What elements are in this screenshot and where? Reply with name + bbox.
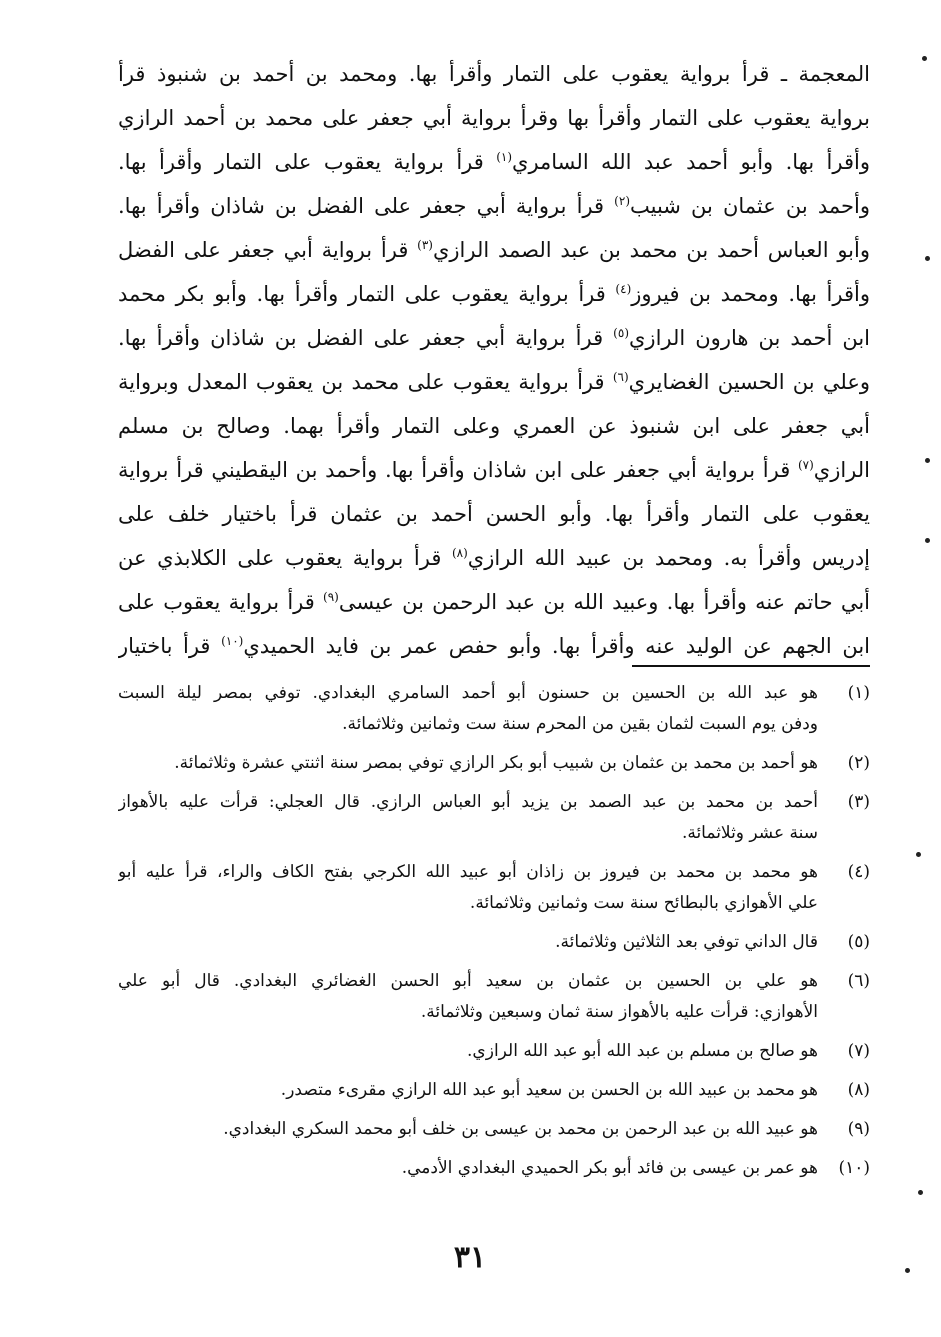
footnote: [118, 857, 870, 919]
text-run: قرأ برواية أبي جعفر على الفضل بن شاذان وأقرأ بها.: [118, 326, 614, 350]
footnote-line: قال الداني توفي بعد الثلاثين وثلاثمائة.: [555, 932, 818, 952]
text-line: [118, 96, 870, 140]
scan-speck: [922, 56, 927, 61]
text-line: [118, 316, 870, 360]
footnote: [118, 1114, 870, 1145]
text-run: يعقوب على التمار وأقرأ بها. وأبو الحسن أحمد بن عثمان قرأ باختيار خلف على: [118, 502, 870, 526]
text-line: [118, 536, 870, 580]
text-line: [118, 140, 870, 184]
text-run: قرأ برواية يعقوب على التمار وأقرأ بها.: [118, 150, 497, 174]
text-run: المعجمة ـ قرأ برواية يعقوب على التمار وأقرأ بها. ومحمد بن أحمد بن شنبوذ قرأ: [118, 62, 870, 86]
scan-speck: [918, 1190, 923, 1195]
text-line: [118, 184, 870, 228]
text-line: [118, 228, 870, 272]
scan-speck: [905, 1268, 910, 1273]
footnote-text: [118, 1075, 818, 1106]
scan-speck: [925, 256, 930, 261]
footnote-number: (٣): [847, 792, 870, 812]
footnote-line: هو أحمد بن محمد بن عثمان بن شبيب أبو بكر الرازي توفي بمصر سنة اثنتي عشرة وثلاثمائة.: [174, 753, 818, 773]
footnote-ref: (٦): [612, 370, 629, 384]
footnote-number: (٩): [847, 1119, 870, 1139]
text-line: [118, 272, 870, 316]
footnote: [118, 927, 870, 958]
text-line: [118, 404, 870, 448]
text-run: قرأ برواية أبي جعفر على ابن شاذان وأقرأ بها. وأحمد بن اليقطيني قرأ برواية: [118, 458, 798, 482]
footnote-line: ودفن يوم السبت لثمان بقين من المحرم سنة ست وثمانين وثلاثمائة.: [342, 714, 818, 734]
footnote-line: أحمد بن محمد بن عبد الصمد بن يزيد أبو العباس الرازي. قال العجلي: قرأت عليه بالأهواز: [118, 792, 818, 812]
footnote-number: (١٠): [838, 1158, 870, 1178]
text-line: [118, 360, 870, 404]
footnote: [118, 748, 870, 779]
footnote-text: [118, 787, 818, 849]
footnote-number: (٤): [847, 862, 870, 882]
text-run: ابن أحمد بن هارون الرازي: [629, 326, 870, 350]
text-run: قرأ برواية يعقوب على: [118, 590, 323, 614]
scan-speck: [925, 458, 930, 463]
footnote-text: [118, 678, 818, 740]
text-run: قرأ برواية أبي جعفر على الفضل: [118, 238, 418, 262]
footnote-line: هو علي بن الحسين بن عثمان بن سعيد أبو الحسن الغضائري البغدادي. قال أبو علي: [118, 971, 818, 991]
text-run: وعلي بن الحسين الغضايري: [628, 370, 870, 394]
footnote-ref: (٧): [797, 458, 814, 472]
text-run: وأقرأ بها. ومحمد بن فيروز: [631, 282, 870, 306]
footnote-number: (٨): [847, 1080, 870, 1100]
text-run: برواية يعقوب على التمار وأقرأ بها وقرأ برواية أبي جعفر على محمد بن أحمد الرازي: [118, 106, 870, 130]
footnote-text: [118, 927, 818, 958]
footnote: [118, 966, 870, 1028]
main-text: [118, 52, 870, 668]
text-run: قرأ باختيار: [118, 634, 222, 658]
footnote-text: [118, 748, 818, 779]
footnote-separator: [632, 665, 870, 667]
text-run: وأقرأ بها. وأبو أحمد عبد الله السامري: [512, 150, 870, 174]
footnote-ref: (٨): [451, 546, 468, 560]
text-run: قرأ برواية يعقوب على الكلابذي عن: [118, 546, 452, 570]
text-run: الرازي: [813, 458, 870, 482]
footnote-ref: (٣): [417, 238, 433, 252]
text-run: وأحمد بن عثمان بن شبيب: [630, 194, 870, 218]
footnote-ref: (١): [496, 150, 513, 164]
footnote: [118, 678, 870, 740]
text-run: قرأ برواية أبي جعفر على الفضل بن شاذان وأقرأ بها.: [118, 194, 615, 218]
footnote-line: هو عبد الله بن الحسين بن حسنون أبو أحمد السامري البغدادي. توفي بمصر ليلة السبت: [118, 683, 818, 703]
footnote-line: هو عبيد الله بن عبد الرحمن بن محمد بن عيسى بن خلف أبو محمد السكري البغدادي.: [223, 1119, 818, 1139]
footnote-ref: (٥): [613, 326, 629, 340]
footnote-ref: (٩): [323, 590, 339, 604]
footnote-number: (١): [847, 683, 870, 703]
scan-speck: [925, 538, 930, 543]
text-run: أبي جعفر على ابن شنبوذ عن العمري وعلى التمار وأقرأ بهما. وصالح بن مسلم: [118, 414, 870, 438]
footnote: [118, 1153, 870, 1184]
scan-speck: [916, 852, 921, 857]
footnotes: [118, 678, 870, 1192]
footnote-line: الأهوازي: قرأت عليه بالأهواز سنة ثمان وسبعين وثلاثمائة.: [420, 1002, 818, 1022]
footnote-text: [118, 966, 818, 1028]
text-line: [118, 448, 870, 492]
text-run: قرأ برواية يعقوب على التمار وأقرأ بها. وأبو بكر محمد: [118, 282, 616, 306]
page-number: ٣١: [453, 1240, 487, 1275]
footnote: [118, 1036, 870, 1067]
text-run: إدريس وأقرأ به. ومحمد بن عبيد الله الرازي: [467, 546, 870, 570]
text-run: وأبو العباس أحمد بن محمد بن عبد الصمد الرازي: [432, 238, 870, 262]
footnote-text: [118, 1036, 818, 1067]
text-line: [118, 580, 870, 624]
text-run: ابن الجهم عن الوليد عنه وأقرأ بها. وأبو حفص عمر بن فايد الحميدي: [243, 634, 870, 658]
text-line: [118, 52, 870, 96]
footnote: [118, 787, 870, 849]
footnote-line: سنة عشر وثلاثمائة.: [681, 823, 818, 843]
footnote-ref: (٤): [615, 282, 632, 296]
footnote-number: (٧): [847, 1041, 870, 1061]
text-line: [118, 492, 870, 536]
footnote-number: (٦): [847, 971, 870, 991]
text-line: [118, 624, 870, 668]
footnote-line: هو صالح بن مسلم بن عبد الله أبو عبد الله الرازي.: [467, 1041, 818, 1061]
footnote-ref: (٢): [614, 194, 630, 208]
footnote-line: هو محمد بن عبيد الله بن الحسن بن سعيد أبو عبد الله الرازي مقرىء متصدر.: [280, 1080, 818, 1100]
footnote-text: [118, 857, 818, 919]
footnote-number: (٥): [847, 932, 870, 952]
footnote-text: [118, 1114, 818, 1145]
footnote-line: هو عمر بن عيسى بن فائد أبو بكر الحميدي البغدادي الأدمي.: [401, 1158, 818, 1178]
footnote-line: علي الأهوازي بالبطائح سنة ست وثمانين وثلاثمائة.: [469, 893, 818, 913]
footnote: [118, 1075, 870, 1106]
footnote-number: (٢): [847, 753, 870, 773]
footnote-text: [118, 1153, 818, 1184]
footnote-ref: (١٠): [221, 634, 244, 648]
text-run: قرأ برواية يعقوب على محمد بن يعقوب المعدل وبرواية: [118, 370, 613, 394]
text-run: أبي حاتم عنه وأقرأ بها. وعبيد الله بن عبد الرحمن بن عيسى: [338, 590, 870, 614]
footnote-line: هو محمد بن محمد بن فيروز بن زاذان أبو عبيد الله الكرجي بفتح الكاف والراء، قرأ عليه أبو: [118, 862, 818, 882]
